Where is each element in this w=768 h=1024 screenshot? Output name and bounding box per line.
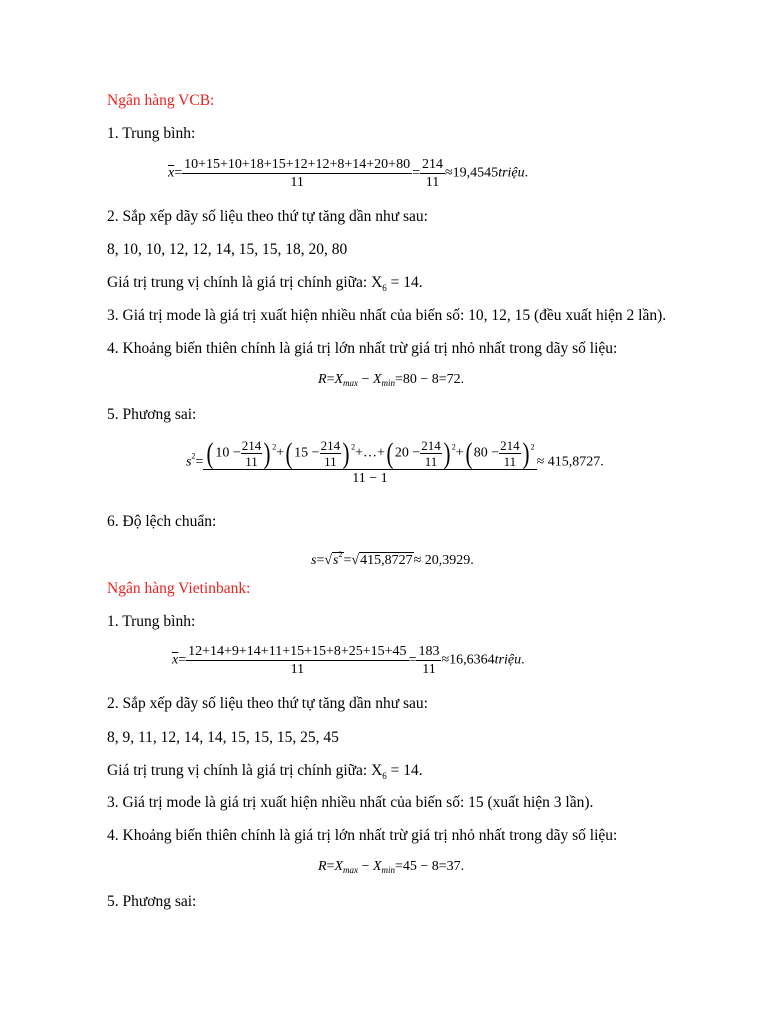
vcb-range-formula: $R=X_{max} - X_{min}=80 - 8=72$. — [318, 372, 465, 388]
vietinbank-range-formula: $R=X_{max} - X_{min}=45 - 8=37$. — [318, 859, 465, 875]
vcb-heading: Ngân hàng VCB: — [107, 92, 215, 109]
vcb-item-sort: 2. Sắp xếp dãy số liệu theo thứ tự tăng dần như sau: — [107, 208, 428, 225]
vcb-mean-formula: $\overline{x}=$ $\frac{10+15+10+18+15+12+12+8+14+20+80}{11}$ = $\frac{214}{11}$ ≈19,4545triệu. — [168, 157, 529, 190]
vcb-item-mean: 1. Trung bình: — [107, 125, 196, 142]
vietinbank-item-variance: 5. Phương sai: — [107, 893, 197, 910]
vcb-mode: 3. Giá trị mode là giá trị xuất hiện nhiều nhất của biến số: 10, 12, 15 (đều xuất hiện 2 lần). — [107, 307, 667, 324]
vietinbank-item-range: 4. Khoảng biến thiên chính là giá trị lớn nhất trừ giá trị nhỏ nhất trong dãy số liệu: — [107, 827, 618, 844]
vcb-item-range: 4. Khoảng biến thiên chính là giá trị lớn nhất trừ giá trị nhỏ nhất trong dãy số liệu: — [107, 340, 618, 357]
vcb-item-sd: 6. Độ lệch chuẩn: — [107, 513, 217, 530]
vcb-sorted-values: 8, 10, 10, 12, 12, 14, 15, 15, 18, 20, 80 — [107, 241, 348, 258]
vietinbank-item-sort: 2. Sắp xếp dãy số liệu theo thứ tự tăng dần như sau: — [107, 695, 428, 712]
vcb-variance-formula: $s^2=$ ( 10 − $\frac{214}{11}$ ) $^2$+( 15 − $\frac{214}{11}$ ) $^2$+…+( 20 − $\frac{214}{11}$ ) $^2$+( 80 − $\frac{214}{11}$ ) $^2$ 11 − 1 ≈ 415,8727. — [186, 436, 604, 486]
vietinbank-sorted-values: 8, 9, 11, 12, 14, 14, 15, 15, 15, 25, 45 — [107, 729, 339, 746]
vcb-median: Giá trị trung vị chính là giá trị chính giữa: $X_6 = 14$. — [107, 274, 423, 294]
vietinbank-mean-formula: $\overline{x}=$ $\frac{12+14+9+14+11+15+15+8+25+15+45}{11}$ = $\frac{183}{11}$ ≈16,6364triệu. — [172, 644, 525, 677]
vcb-sd-formula: $s=√s^2=√415,8727\approx 20,3929$. — [311, 550, 474, 568]
vcb-item-variance: 5. Phương sai: — [107, 406, 197, 423]
vietinbank-mode: 3. Giá trị mode là giá trị xuất hiện nhiều nhất của biến số: 15 (xuất hiện 3 lần). — [107, 794, 594, 811]
vietinbank-median: Giá trị trung vị chính là giá trị chính giữa: $X_6 = 14$. — [107, 762, 423, 782]
vietinbank-item-mean: 1. Trung bình: — [107, 613, 196, 630]
vietinbank-heading: Ngân hàng Vietinbank: — [107, 580, 251, 597]
